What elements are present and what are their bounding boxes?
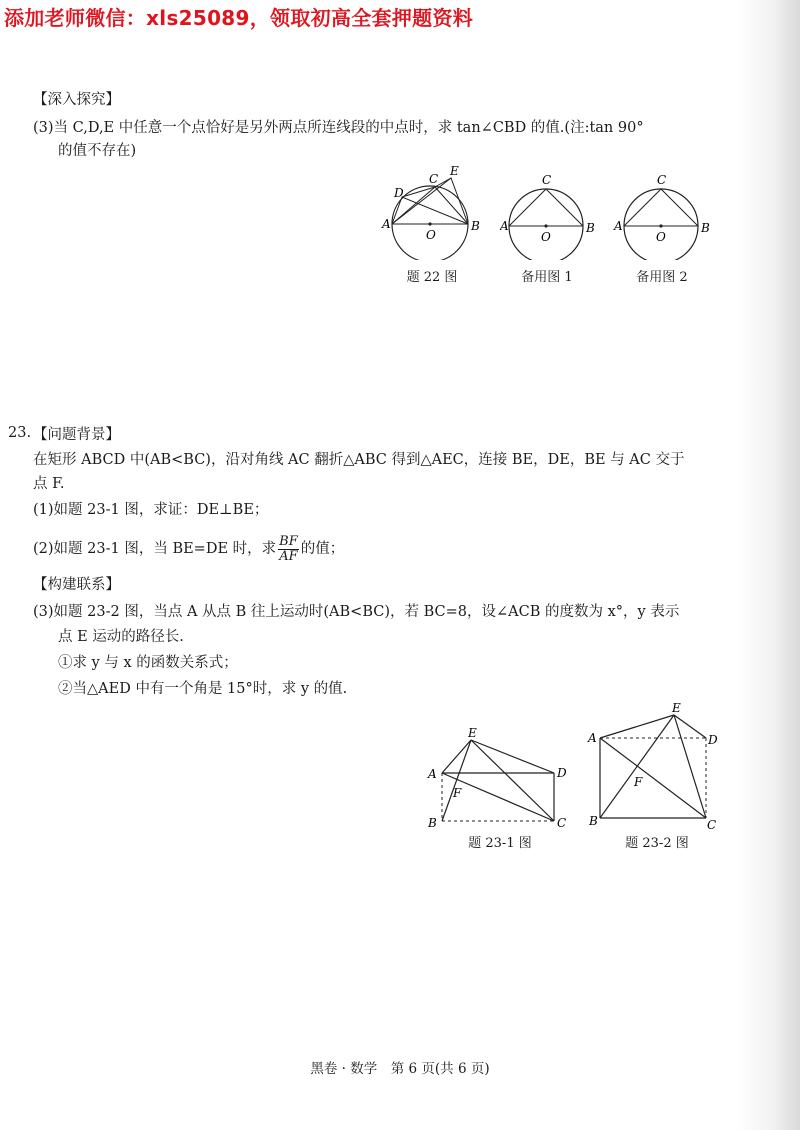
- q23-section2-title: 【构建联系】: [33, 577, 120, 593]
- label-a: A: [428, 767, 437, 781]
- q22-backup-figure-1: [500, 168, 600, 260]
- label-c: C: [542, 173, 552, 187]
- q22-backup-caption-1: 备用图 1: [521, 270, 573, 285]
- watermark-text: 添加老师微信：xls25089，领取初高全套押题资料: [4, 6, 474, 30]
- q23-number: 23.: [8, 425, 32, 441]
- q23-part3-line2: 点 E 运动的路径长.: [58, 629, 184, 645]
- q23-part3-line1: (3)如题 23-2 图，当点 A 从点 B 往上运动时(AB<BC)，若 BC=8，设∠ACB 的度数为 x°，y 表示: [33, 604, 680, 620]
- page-footer: 黑卷 · 数学 第 6 页(共 6 页): [310, 1061, 490, 1077]
- q23-part2-tail: 的值；: [300, 541, 345, 557]
- q23-part3-sub1: ①求 y 与 x 的函数关系式；: [58, 655, 238, 671]
- label-e: E: [468, 726, 477, 740]
- label-f: F: [453, 786, 462, 800]
- q23-intro-line1: 在矩形 ABCD 中(AB<BC)，沿对角线 AC 翻折△ABC 得到△AEC，连接 BE，DE，BE 与 AC 交于: [33, 452, 685, 468]
- label-b: B: [701, 221, 710, 235]
- q23-intro-line2: 点 F.: [33, 476, 65, 492]
- label-a: A: [500, 219, 509, 233]
- label-e: E: [672, 701, 681, 715]
- q23-part2: [33, 530, 344, 568]
- label-c: C: [657, 173, 667, 187]
- q22-figure-caption: 题 22 图: [406, 270, 458, 285]
- q23-figure-1: [424, 725, 574, 835]
- q23-figure-1-caption: 题 23-1 图: [468, 836, 532, 851]
- label-b: B: [428, 816, 437, 830]
- fraction-numerator: BF: [279, 533, 298, 549]
- label-d: D: [394, 186, 404, 200]
- q23-part2-fraction: [278, 535, 299, 564]
- fraction-denominator: AF: [279, 548, 298, 564]
- q23-figure-2: [586, 700, 726, 830]
- label-c: C: [557, 816, 567, 830]
- label-f: F: [634, 775, 643, 789]
- label-b: B: [471, 219, 480, 233]
- page-edge-shadow: [738, 0, 800, 1130]
- q23-part1: (1)如题 23-1 图，求证：DE⊥BE；: [33, 502, 269, 518]
- q23-figure-2-caption: 题 23-2 图: [625, 836, 689, 851]
- q23-part3-sub2: ②当△AED 中有一个角是 15°时，求 y 的值.: [58, 681, 348, 697]
- q22-section-title: 【深入探究】: [33, 92, 120, 108]
- label-d: D: [557, 766, 567, 780]
- label-d: D: [708, 733, 718, 747]
- q22-part3-line2: 的值不存在): [58, 143, 137, 159]
- q23-section-title: 【问题背景】: [33, 427, 120, 443]
- label-a: A: [382, 217, 391, 231]
- label-e: E: [450, 164, 459, 178]
- q22-backup-figure-2: [613, 168, 713, 260]
- label-b: B: [589, 814, 598, 828]
- q22-figure-main: [380, 160, 490, 260]
- q22-backup-caption-2: 备用图 2: [636, 270, 688, 285]
- label-o: O: [656, 230, 666, 244]
- label-a: A: [614, 219, 623, 233]
- label-o: O: [541, 230, 551, 244]
- label-o: O: [426, 228, 436, 242]
- label-c: C: [707, 818, 717, 830]
- q23-part2-text: (2)如题 23-1 图，当 BE=DE 时，求: [33, 541, 277, 557]
- label-b: B: [586, 221, 595, 235]
- q22-part3-line1: (3)当 C,D,E 中任意一个点恰好是另外两点所连线段的中点时，求 tan∠CBD 的值.(注:tan 90°: [33, 120, 644, 136]
- label-a: A: [588, 731, 597, 745]
- label-c: C: [429, 172, 439, 186]
